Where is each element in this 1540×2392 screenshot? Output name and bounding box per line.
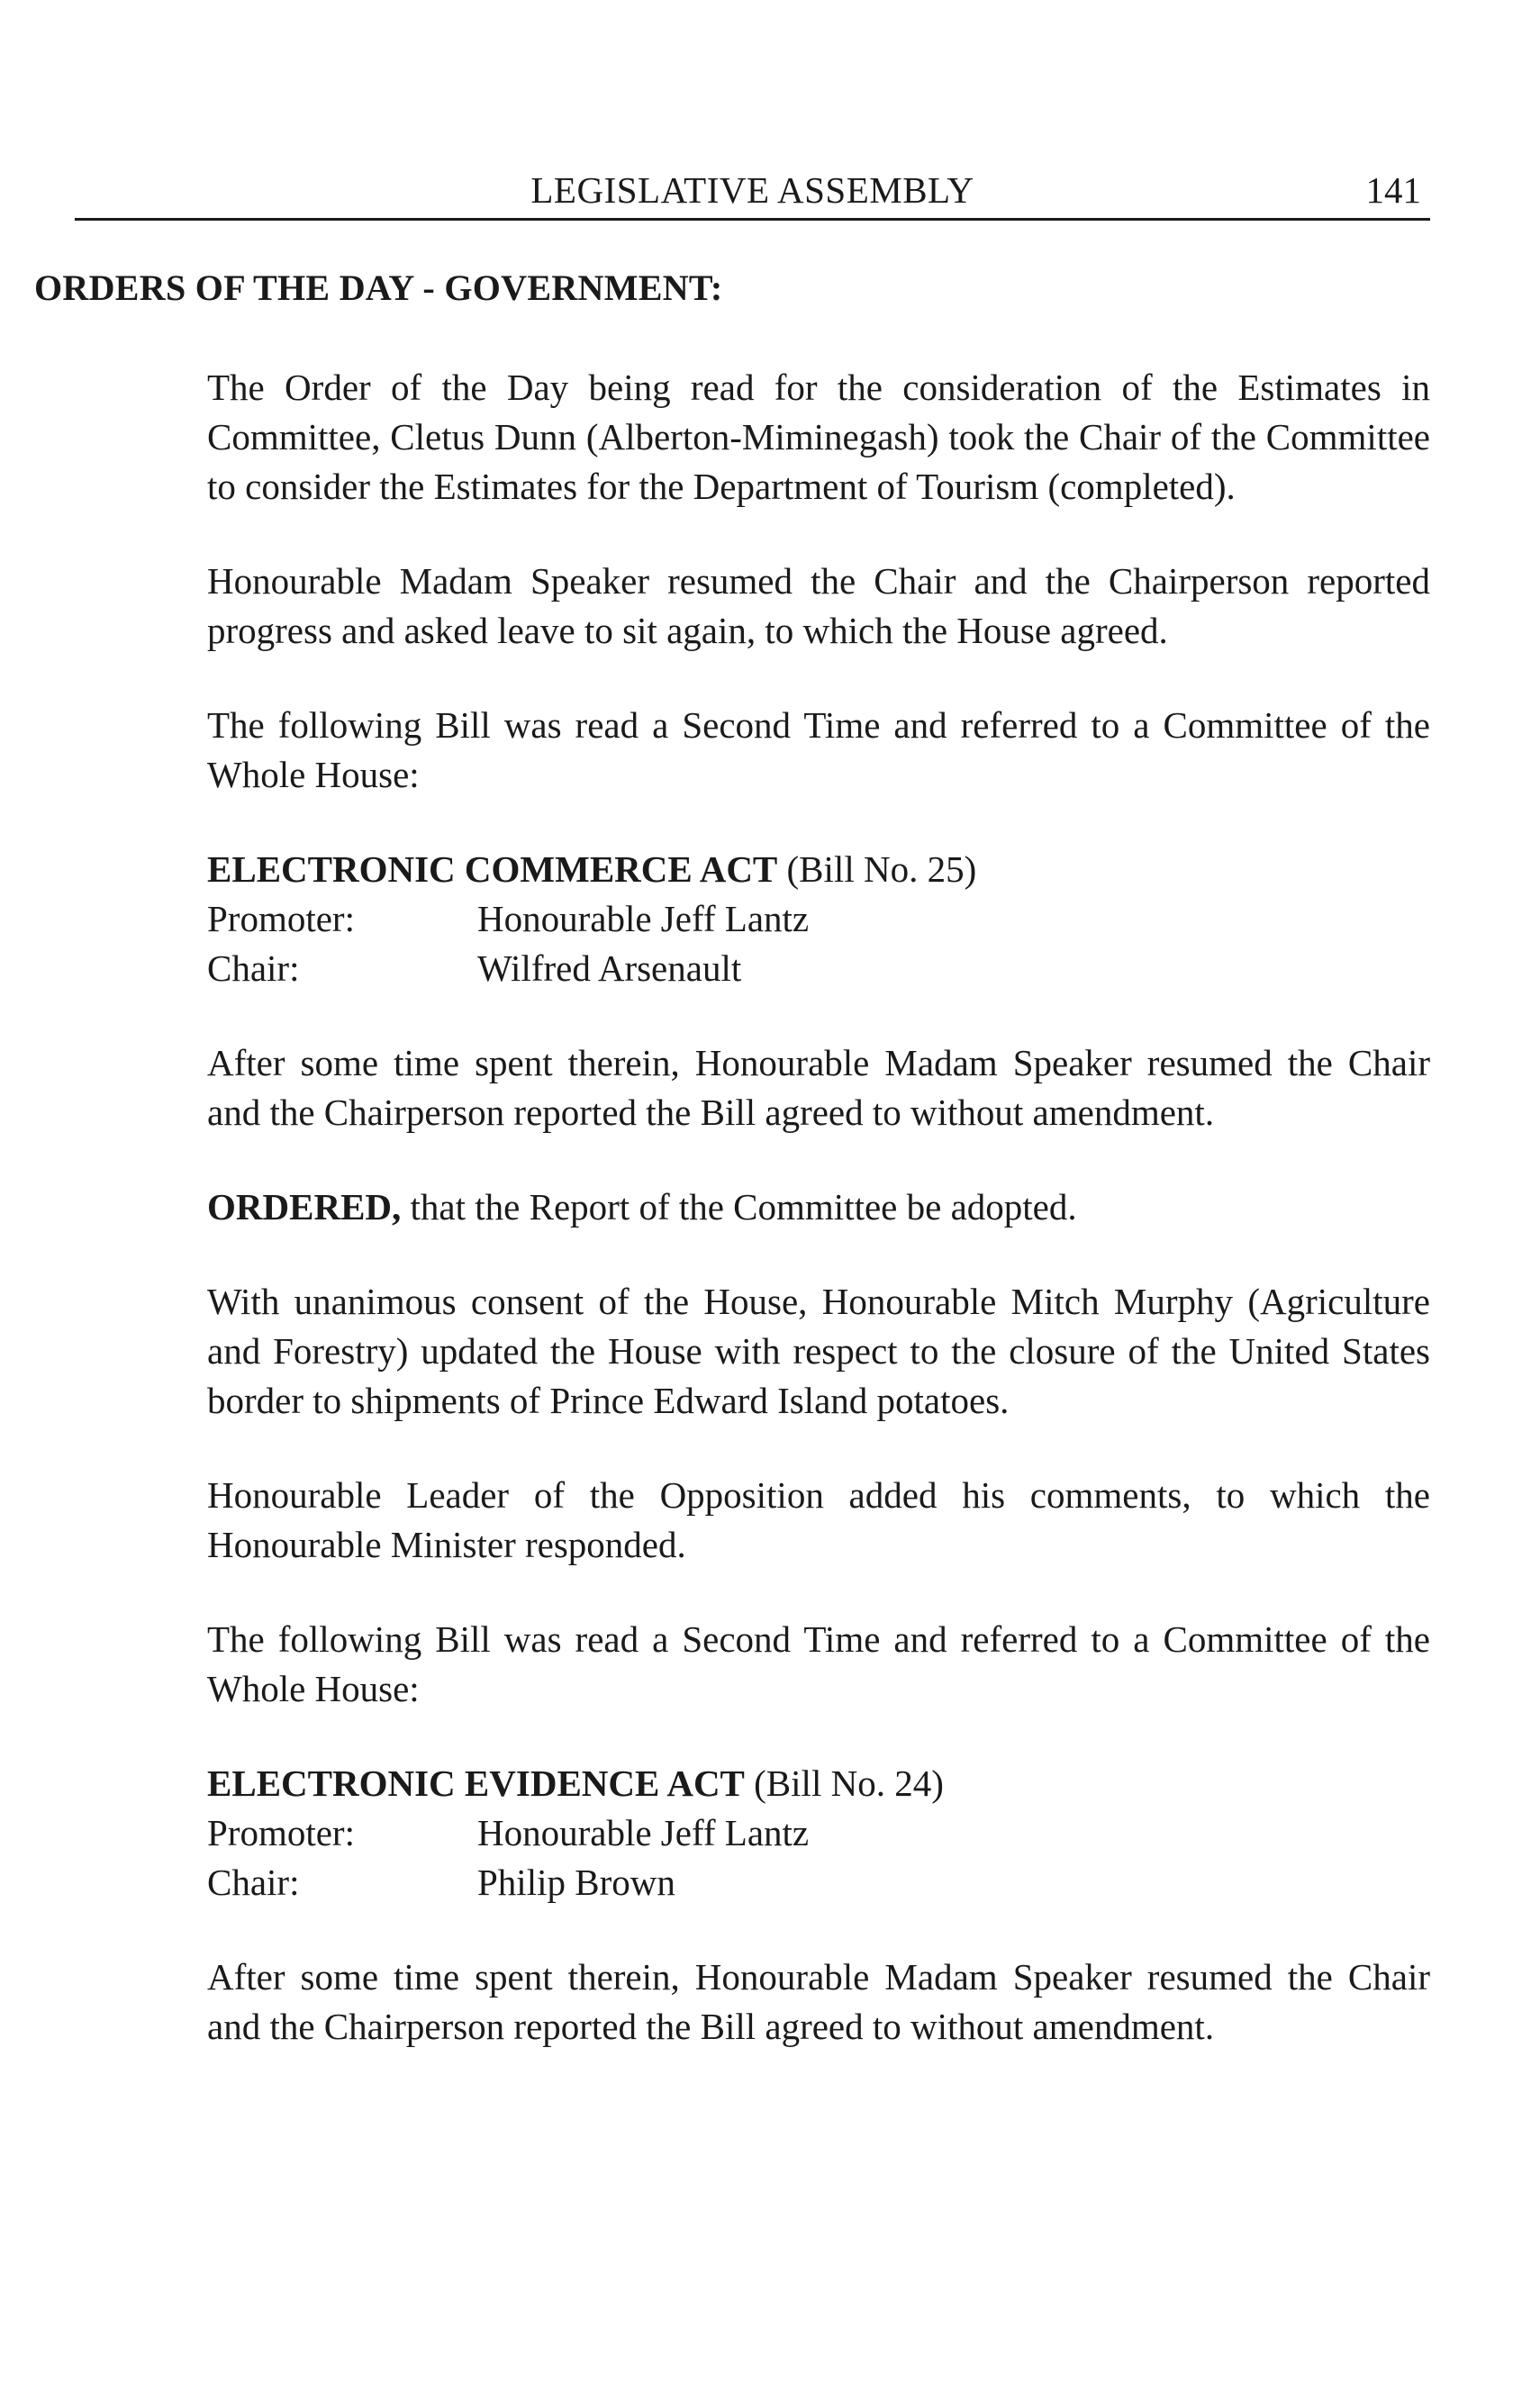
bill-number: (Bill No. 25) [777,848,977,890]
promoter-label: Promoter: [207,1812,355,1853]
bill-block-electronic-evidence [207,1759,1430,1907]
paragraph-opposition-comments: Honourable Leader of the Opposition added his comments, to which the Honourable Minister responded. [207,1474,1430,1565]
bill-chair-row [207,944,1430,993]
chair-name: Wilfred Arsenault [477,947,742,989]
bill-promoter-row [207,894,1430,944]
bill-number: (Bill No. 24) [744,1762,944,1804]
paragraph-speaker-resumed: Honourable Madam Speaker resumed the Chair and the Chairperson reported progress and asked leave to sit again, to which the House agreed. [207,560,1430,651]
chair-label: Chair: [207,1862,300,1903]
header-title: LEGISLATIVE ASSEMBLY [530,169,974,211]
ordered-lead: ORDERED, [207,1186,402,1228]
paragraph-bill-agreed: After some time spent therein, Honourable Madam Speaker resumed the Chair and the Chairperson reported the Bill agreed to without amendment. [207,1042,1430,1133]
paragraph-estimates-committee: The Order of the Day being read for the consideration of the Estimates in Committee, Cletus Dunn (Alberton-Miminegash) took the Chair of the Committee to consider the Estimates for the Department of Tourism (completed). [207,367,1430,507]
paragraph-potato-update: With unanimous consent of the House, Honourable Mitch Murphy (Agriculture and Forestry) updated the House with respect to the closure of the United States border to shipments of Prince Edward Island potatoes. [207,1281,1430,1421]
ordered-text: that the Report of the Committee be adopted. [401,1186,1077,1228]
paragraph-ordered [207,1182,1430,1232]
promoter-name: Honourable Jeff Lantz [477,1812,810,1853]
bill-promoter-row [207,1808,1430,1858]
page-body [207,363,1430,2097]
promoter-label: Promoter: [207,898,355,939]
bill-title: ELECTRONIC COMMERCE ACT [207,848,778,890]
promoter-name: Honourable Jeff Lantz [477,898,810,939]
bill-block-electronic-commerce [207,845,1430,993]
page-header [75,162,1430,221]
section-heading: ORDERS OF THE DAY - GOVERNMENT: [34,267,723,308]
bill-title: ELECTRONIC EVIDENCE ACT [207,1762,745,1804]
bill-chair-row [207,1858,1430,1907]
bill-title-line [207,845,1430,894]
paragraph-second-reading-intro-2: The following Bill was read a Second Time and referred to a Committee of the Whole House: [207,1618,1430,1709]
chair-name: Philip Brown [477,1862,675,1903]
paragraph-bill-agreed-2: After some time spent therein, Honourable Madam Speaker resumed the Chair and the Chairperson reported the Bill agreed to without amendment. [207,1956,1430,2047]
paragraph-second-reading-intro: The following Bill was read a Second Time and referred to a Committee of the Whole House: [207,704,1430,795]
page-number: 141 [1365,169,1421,211]
bill-title-line [207,1759,1430,1808]
chair-label: Chair: [207,947,300,989]
